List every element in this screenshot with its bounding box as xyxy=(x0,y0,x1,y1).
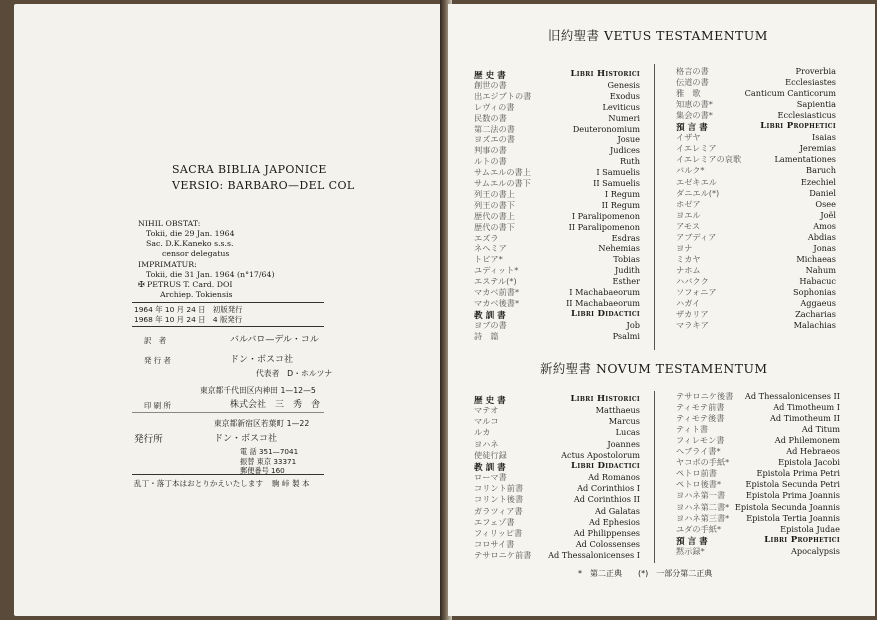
book-entry xyxy=(676,391,840,402)
book-name-latin: Judith xyxy=(615,265,640,276)
book-entry xyxy=(676,413,840,424)
book-entry xyxy=(474,156,640,167)
book-name-japanese: コリント後書 xyxy=(474,494,524,505)
book-name-latin: II Paralipomenon xyxy=(568,221,640,232)
book-name-japanese: ローマ書 xyxy=(474,472,507,483)
book-name-japanese: ルトの書 xyxy=(474,156,507,167)
book-entry xyxy=(676,177,836,188)
book-name-japanese: 出エジプトの書 xyxy=(474,90,532,101)
book-name-japanese: ヨエル xyxy=(676,209,701,220)
new-testament-heading: 新約聖書 NOVUM TESTAMENTUM xyxy=(540,361,768,376)
book-entry xyxy=(676,320,836,331)
book-name-latin: Genesis xyxy=(607,79,640,90)
book-name-latin: Ad Corinthios II xyxy=(573,494,640,505)
book-name-latin: Ad Philemonem xyxy=(774,435,840,446)
book-name-japanese: ヨブの書 xyxy=(474,319,507,330)
book-name-latin: Zacharias xyxy=(795,309,836,320)
book-entry xyxy=(474,233,640,244)
book-name-latin: Job xyxy=(626,319,640,330)
book-entry xyxy=(676,276,836,287)
book-name-japanese: 第二法の書 xyxy=(474,123,515,134)
book-entry xyxy=(474,80,640,91)
book-name-japanese: イエレミアの哀歌 xyxy=(676,154,742,165)
book-name-latin: Ad Thessalonicenses II xyxy=(744,391,840,401)
book-name-latin: Ruth xyxy=(619,156,640,167)
book-name-japanese: ティモテ後書 xyxy=(676,413,725,424)
section-heading xyxy=(474,69,640,80)
colophon-label: 発行所 xyxy=(134,434,163,445)
book-name-japanese: エフェゾ書 xyxy=(474,516,515,527)
book-name-latin: Ad Colossenses xyxy=(575,538,640,549)
book-entry xyxy=(676,513,840,524)
book-entry xyxy=(676,424,840,435)
book-name-japanese: 歴代の書上 xyxy=(474,210,515,221)
book-entry xyxy=(676,99,836,110)
book-entry xyxy=(474,320,640,331)
book-entry xyxy=(474,450,640,461)
book-name-latin: I Paralipomenon xyxy=(571,210,640,221)
book-name-latin: Ecclesiasticus xyxy=(777,110,836,121)
book-name-japanese: マルコ xyxy=(474,416,499,427)
book-entry xyxy=(676,502,840,513)
book-entry xyxy=(676,66,836,77)
book-name-japanese: イザヤ xyxy=(676,132,701,143)
book-name-japanese: アブディア xyxy=(676,231,717,242)
book-name-japanese: ハガイ xyxy=(676,298,701,309)
book-name-japanese: エゼキエル xyxy=(676,176,717,187)
book-name-latin: Ezechiel xyxy=(800,176,836,187)
book-name-latin: Ad Hebraeos xyxy=(786,446,840,457)
book-name-japanese: 知恵の書* xyxy=(676,99,713,110)
book-entry xyxy=(676,188,836,199)
book-name-latin: Michaeas xyxy=(796,253,836,264)
book-name-latin: Sapientia xyxy=(796,99,836,110)
book-name-latin: Baruch xyxy=(806,165,836,176)
book-name-latin: Libri Historici xyxy=(570,394,640,404)
book-name-japanese: 集会の書* xyxy=(676,110,713,121)
book-name-japanese: マテオ xyxy=(474,405,499,416)
colophon-page xyxy=(14,4,444,616)
colophon-value: 電 話 351—7041 xyxy=(240,447,299,456)
book-entry xyxy=(474,528,640,539)
book-name-japanese: エステル(*) xyxy=(474,276,517,287)
book-entry xyxy=(676,265,836,276)
book-name-latin: Ad Timotheum II xyxy=(769,413,840,424)
book-name-latin: Amos xyxy=(813,220,836,231)
book-entry xyxy=(676,402,840,413)
book-name-japanese: エズラ xyxy=(474,232,499,243)
book-name-latin: II Regum xyxy=(601,199,640,210)
imprimatur-line: Sac. D.K.Kaneko s.s.s. xyxy=(146,239,234,248)
book-name-latin: Osee xyxy=(815,198,836,209)
book-name-japanese: ユディット* xyxy=(474,265,519,276)
book-entry xyxy=(676,221,836,232)
colophon-value: 株式会社 三 秀 舎 xyxy=(230,400,321,410)
book-entry xyxy=(474,331,640,342)
book-name-japanese: 歴 史 書 xyxy=(474,396,506,406)
book-entry xyxy=(474,517,640,528)
book-entry xyxy=(474,506,640,517)
book-entry xyxy=(676,143,836,154)
book-entry xyxy=(676,524,840,535)
colophon-value: 東京都新宿区若葉町 1—22 xyxy=(214,419,310,428)
book-entry xyxy=(474,124,640,135)
book-name-japanese: マカベ前書* xyxy=(474,287,520,297)
book-name-latin: Proverbia xyxy=(795,66,836,76)
book-entry xyxy=(474,494,640,505)
book-entry xyxy=(474,550,640,561)
book-name-japanese: フィリッピ書 xyxy=(474,527,523,538)
replacement-notice: 乱丁・落丁本はおとりかえいたします xyxy=(134,479,264,488)
column-divider xyxy=(654,64,655,350)
book-entry xyxy=(676,154,836,165)
imprimatur-line: Tokii, die 31 Jan. 1964 (n°17/64) xyxy=(146,270,275,279)
book-name-latin: Epistola Prima Petri xyxy=(756,468,840,479)
book-entry xyxy=(474,167,640,178)
book-name-latin: Joël xyxy=(820,209,836,220)
colophon-value: 東京都千代田区内神田 1—12—5 xyxy=(200,386,316,395)
book-name-japanese: サムエルの書下 xyxy=(474,178,531,188)
book-name-japanese: テサロニケ後書 xyxy=(676,391,734,401)
book-entry xyxy=(474,298,640,309)
section-heading xyxy=(676,121,836,132)
book-name-latin: II Samuelis xyxy=(593,178,640,188)
book-name-latin: Deuteronomium xyxy=(572,123,640,134)
book-name-japanese: 創世の書 xyxy=(474,79,507,90)
book-name-latin: Esdras xyxy=(611,232,640,243)
book-name-latin: Aggaeus xyxy=(800,298,836,309)
colophon-value: 郵便番号 160 xyxy=(240,466,285,475)
binder-name: 駒 峠 製 本 xyxy=(272,479,310,488)
book-entry xyxy=(474,405,640,416)
book-entry xyxy=(676,309,836,320)
edition-date: 1968 年 10 月 24 日 4 版発行 xyxy=(134,315,243,324)
book-name-latin: Epistola Secunda Joannis xyxy=(734,501,840,512)
book-name-japanese: ティト書 xyxy=(676,424,709,435)
book-entry xyxy=(474,134,640,145)
book-entry xyxy=(676,468,840,479)
book-entry xyxy=(474,200,640,211)
book-entry xyxy=(676,165,836,176)
book-name-latin: Ad Philippenses xyxy=(573,527,640,538)
section-heading xyxy=(474,309,640,320)
book-entry xyxy=(676,254,836,265)
book-name-latin: Exodus xyxy=(609,90,640,101)
book-name-japanese: マカベ後書* xyxy=(474,297,520,308)
book-name-latin: Apocalypsis xyxy=(790,545,840,556)
book-name-japanese: ミカヤ xyxy=(676,253,701,264)
book-name-japanese: トビア* xyxy=(474,254,503,265)
imprimatur-line: IMPRIMATUR: xyxy=(138,260,197,269)
colophon-value: 代表者 D・ホルツナ xyxy=(256,369,333,378)
book-entry xyxy=(474,222,640,233)
book-name-latin: II Machabaeorum xyxy=(566,297,640,308)
book-name-japanese: ルカ xyxy=(474,427,491,438)
book-name-latin: Epistola Secunda Petri xyxy=(745,479,840,490)
old-testament-heading: 旧約聖書 VETUS TESTAMENTUM xyxy=(548,28,768,43)
book-name-japanese: コロサイ書 xyxy=(474,538,515,549)
book-name-latin: Libri Prophetici xyxy=(764,534,840,545)
imprimatur-line: Archiep. Tokiensis xyxy=(160,290,233,299)
book-name-japanese: ティモテ前書 xyxy=(676,402,725,413)
book-name-latin: Ad Titum xyxy=(801,424,840,435)
colophon-label: 発 行 者 xyxy=(144,356,171,365)
book-name-latin: Jonas xyxy=(813,242,836,253)
book-name-japanese: コリント前書 xyxy=(474,483,524,494)
colophon-value: 振替 東京 33371 xyxy=(240,457,297,466)
book-name-latin: Josue xyxy=(617,134,640,145)
book-name-latin: I Samuelis xyxy=(596,167,640,178)
book-name-japanese: サムエルの書上 xyxy=(474,167,531,178)
book-name-japanese: ナホム xyxy=(676,264,701,275)
book-name-latin: Lamentationes xyxy=(774,154,836,165)
book-name-latin: Nahum xyxy=(805,264,836,275)
book-entry xyxy=(474,287,640,298)
book-name-japanese: ダニエル(*) xyxy=(676,187,720,198)
book-name-latin: Psalmi xyxy=(612,330,640,341)
book-name-japanese: ペトロ前書 xyxy=(676,468,717,479)
book-entry xyxy=(474,91,640,102)
book-name-latin: Daniel xyxy=(809,187,836,198)
book-entry xyxy=(474,211,640,222)
book-name-latin: Malachias xyxy=(793,320,836,331)
section-heading xyxy=(474,461,640,472)
book-name-latin: Ad Ephesios xyxy=(588,516,640,527)
book-name-japanese: ヘブライ書* xyxy=(676,446,721,457)
book-name-japanese: ヨハネ xyxy=(474,438,499,449)
book-name-latin: Ad Galatas xyxy=(594,505,640,516)
book-entry xyxy=(676,287,836,298)
book-name-latin: Libri Historici xyxy=(570,69,640,79)
book-name-japanese: フィレモン書 xyxy=(676,435,725,446)
book-name-latin: Isaias xyxy=(811,132,836,143)
book-name-latin: Libri Prophetici xyxy=(760,121,836,132)
book-entry xyxy=(676,232,836,243)
colophon-label: 印 刷 所 xyxy=(144,401,171,410)
book-name-latin: Ad Romanos xyxy=(588,472,640,483)
divider xyxy=(132,474,324,475)
book-name-latin: Ad Thessalonicenses I xyxy=(548,550,640,561)
section-heading xyxy=(474,394,640,405)
book-name-latin: Jeremias xyxy=(799,143,836,154)
book-name-japanese: 雅 歌 xyxy=(676,88,701,99)
imprimatur-line: Tokii, die 29 Jan. 1964 xyxy=(146,229,235,238)
book-name-japanese: 歴 史 書 xyxy=(474,71,506,81)
book-entry xyxy=(676,199,836,210)
book-name-japanese: 教 訓 書 xyxy=(474,310,506,321)
book-name-japanese: 預 言 書 xyxy=(676,123,708,134)
book-name-latin: Ad Timotheum I xyxy=(773,402,840,413)
colophon-value: ドン・ボスコ社 xyxy=(214,434,278,444)
book-entry xyxy=(474,439,640,450)
section-heading xyxy=(676,535,840,546)
book-name-latin: Leviticus xyxy=(602,101,640,112)
book-entry xyxy=(474,472,640,483)
book-name-japanese: 黙示録* xyxy=(676,545,705,556)
book-entry xyxy=(474,145,640,156)
book-name-latin: Actus Apostolorum xyxy=(561,449,640,460)
book-name-latin: Lucas xyxy=(615,427,640,438)
book-name-japanese: 伝道の書 xyxy=(676,77,709,88)
book-name-japanese: ヨハネ第三書* xyxy=(676,512,730,523)
book-name-latin: Marcus xyxy=(608,416,640,427)
contents-page xyxy=(448,4,875,616)
book-name-japanese: レヴィの書 xyxy=(474,101,515,112)
book-entry xyxy=(676,479,840,490)
book-name-japanese: 歴代の書下 xyxy=(474,221,515,232)
book-name-latin: Tobias xyxy=(613,254,640,265)
book-entry xyxy=(474,265,640,276)
book-name-latin: Epistola Judae xyxy=(780,523,840,534)
book-name-latin: Epistola Tertia Joannis xyxy=(746,512,840,523)
book-entry xyxy=(474,113,640,124)
book-name-latin: Numeri xyxy=(608,112,640,123)
book-title-line-2: VERSIO: BARBARO—DEL COL xyxy=(172,179,355,192)
book-name-japanese: ザカリア xyxy=(676,309,709,320)
book-entry xyxy=(676,446,840,457)
book-name-latin: Sophonias xyxy=(793,287,836,297)
book-entry xyxy=(676,210,836,221)
book-entry xyxy=(474,178,640,189)
book-name-japanese: アモス xyxy=(676,220,701,231)
book-entry xyxy=(676,132,836,143)
book-entry xyxy=(676,546,840,557)
book-name-japanese: ヨナ xyxy=(676,242,693,253)
book-entry xyxy=(474,189,640,200)
book-name-japanese: テサロニケ前書 xyxy=(474,550,532,561)
divider xyxy=(132,302,324,303)
book-name-japanese: ペトロ後書* xyxy=(676,479,722,490)
book-name-latin: Nehemias xyxy=(598,243,640,254)
book-name-latin: I Machabaeorum xyxy=(569,287,640,297)
book-name-japanese: 詩 篇 xyxy=(474,330,499,341)
book-name-japanese: イエレミア xyxy=(676,143,717,154)
colophon-label: 訳 者 xyxy=(144,336,167,345)
book-name-latin: Epistola Prima Joannis xyxy=(745,490,840,501)
book-name-latin: Joannes xyxy=(607,438,640,449)
book-name-latin: Abdias xyxy=(807,231,836,242)
book-name-latin: Ad Corinthios I xyxy=(577,483,640,494)
book-entry xyxy=(676,298,836,309)
book-name-japanese: ヨハネ第二書* xyxy=(676,501,730,512)
book-entry xyxy=(676,457,840,468)
book-name-latin: I Regum xyxy=(604,188,640,199)
book-entry xyxy=(676,77,836,88)
column-divider xyxy=(654,391,655,563)
book-name-latin: Esther xyxy=(612,276,640,287)
book-entry xyxy=(474,102,640,113)
book-entry xyxy=(474,539,640,550)
book-name-japanese: ガラツィア書 xyxy=(474,505,523,516)
book-name-japanese: ヨズエの書 xyxy=(474,134,515,145)
book-name-japanese: ユダの手紙* xyxy=(676,523,722,534)
book-entry xyxy=(474,243,640,254)
book-name-latin: Libri Didactici xyxy=(571,308,640,319)
book-name-japanese: 教 訓 書 xyxy=(474,462,506,473)
book-entry xyxy=(676,490,840,501)
book-name-latin: Matthaeus xyxy=(595,405,640,416)
book-name-latin: Epistola Jacobi xyxy=(778,457,840,468)
book-name-japanese: 列王の書下 xyxy=(474,199,515,210)
book-name-latin: Canticum Canticorum xyxy=(744,88,836,99)
book-name-japanese: 判事の書 xyxy=(474,145,507,156)
colophon-value: バルバロ—デル・コル xyxy=(230,335,319,345)
book-name-japanese: 列王の書上 xyxy=(474,188,515,199)
book-name-latin: Judices xyxy=(609,145,640,156)
book-entry xyxy=(474,276,640,287)
book-name-japanese: 預 言 書 xyxy=(676,536,708,547)
book-name-japanese: ネヘミア xyxy=(474,243,507,254)
book-name-japanese: 格言の書 xyxy=(676,66,709,76)
imprimatur-line: ✠ PETRUS T. Card. DOI xyxy=(138,280,233,289)
book-name-latin: Ecclesiastes xyxy=(785,77,836,88)
book-entry xyxy=(676,110,836,121)
imprimatur-line: censor delegatus xyxy=(162,249,230,258)
book-entry xyxy=(676,243,836,254)
book-title-line-1: SACRA BIBLIA JAPONICE xyxy=(172,163,327,176)
book-entry xyxy=(474,254,640,265)
imprimatur-line: NIHIL OBSTAT: xyxy=(138,219,201,228)
book-name-japanese: バルク* xyxy=(676,165,705,176)
book-name-japanese: 使徒行録 xyxy=(474,449,507,460)
book-name-japanese: ソフォニア xyxy=(676,287,717,297)
book-entry xyxy=(474,483,640,494)
book-name-latin: Habacuc xyxy=(799,275,836,286)
book-name-japanese: 民数の書 xyxy=(474,112,507,123)
book-entry xyxy=(676,88,836,99)
book-name-japanese: ヤコボの手紙* xyxy=(676,457,730,468)
divider xyxy=(132,326,324,327)
book-entry xyxy=(474,416,640,427)
book-name-japanese: ホゼア xyxy=(676,198,701,209)
book-entry xyxy=(676,435,840,446)
book-name-japanese: ヨハネ第一書 xyxy=(676,490,726,501)
book-name-japanese: ハバクク xyxy=(676,275,709,286)
book-name-japanese: マラキア xyxy=(676,320,709,331)
divider xyxy=(132,412,324,413)
deuterocanon-footnote: * 第二正典 (*) 一部分第二正典 xyxy=(578,569,713,578)
book-entry xyxy=(474,427,640,438)
book-name-latin: Libri Didactici xyxy=(571,460,640,471)
colophon-value: ドン・ボスコ社 xyxy=(230,355,294,365)
edition-date: 1964 年 10 月 24 日 初版発行 xyxy=(134,305,243,314)
